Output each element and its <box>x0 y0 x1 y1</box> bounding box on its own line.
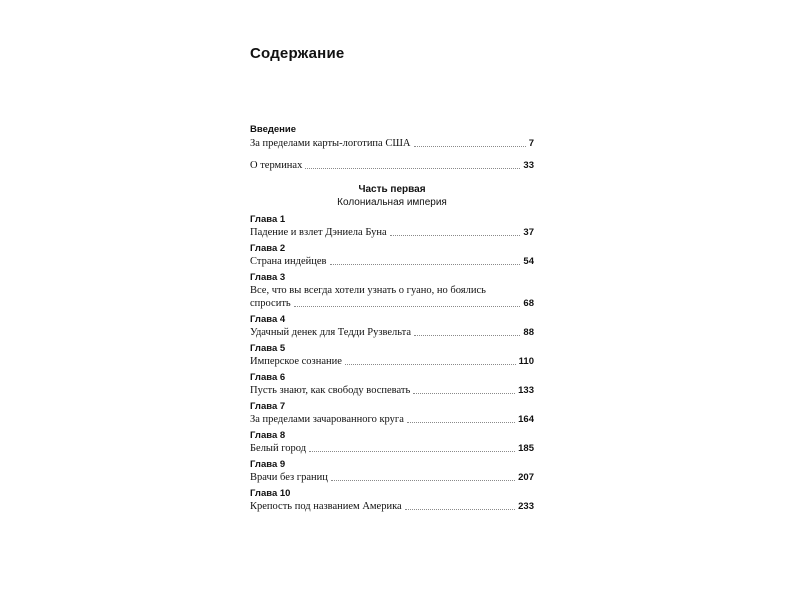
chapter-page: 88 <box>523 327 534 338</box>
chapter-label: Глава 8 <box>250 430 286 441</box>
chapter-page: 110 <box>518 356 534 367</box>
chapter-label: Глава 3 <box>250 272 286 283</box>
chapter-entry[interactable] <box>250 243 534 268</box>
part-title: Часть первая <box>358 184 426 195</box>
chapter-page: 207 <box>518 472 534 483</box>
toc-entry[interactable] <box>250 137 534 150</box>
chapter-title: Крепость под названием Америка <box>250 501 402 512</box>
chapter-label: Глава 6 <box>250 372 286 383</box>
chapter-entry[interactable] <box>250 459 534 484</box>
chapter-page: 164 <box>518 414 534 425</box>
dot-leader <box>414 335 520 336</box>
intro-section <box>250 124 534 181</box>
dot-leader <box>407 422 515 423</box>
part-subtitle: Колониальная империя <box>337 197 447 208</box>
chapter-label: Глава 9 <box>250 459 286 470</box>
dot-leader <box>345 364 516 365</box>
dot-leader <box>294 306 521 307</box>
chapter-title-line1: Все, что вы всегда хотели узнать о гуано, но боялись <box>250 285 486 296</box>
page-title: Содержание <box>250 45 345 62</box>
toc-entry-page: 33 <box>523 160 534 171</box>
chapter-title: Пусть знают, как свободу воспевать <box>250 385 411 396</box>
chapter-entry[interactable] <box>250 272 534 310</box>
chapter-entry[interactable] <box>250 372 534 397</box>
chapter-entry[interactable] <box>250 314 534 339</box>
chapter-entry[interactable] <box>250 488 534 513</box>
toc-entry-title: О терминах <box>250 160 303 171</box>
chapter-title: Удачный денек для Тедди Рузвельта <box>250 327 412 338</box>
chapter-entry[interactable] <box>250 343 534 368</box>
chapter-label: Глава 2 <box>250 243 286 254</box>
chapter-label: Глава 5 <box>250 343 286 354</box>
chapter-entry[interactable] <box>250 401 534 426</box>
chapter-title: Белый город <box>250 443 307 454</box>
dot-leader <box>309 451 515 452</box>
dot-leader <box>330 264 521 265</box>
chapter-page: 133 <box>518 385 534 396</box>
chapter-entry[interactable] <box>250 214 534 239</box>
dot-leader <box>413 393 515 394</box>
toc-entry-title: За пределами карты-логотипа США <box>250 138 411 149</box>
chapter-page: 54 <box>523 256 534 267</box>
chapter-title: Врачи без границ <box>250 472 328 483</box>
chapter-label: Глава 1 <box>250 214 286 225</box>
chapter-title: Имперское сознание <box>250 356 342 367</box>
chapter-label: Глава 10 <box>250 488 291 499</box>
chapter-label: Глава 7 <box>250 401 286 412</box>
chapter-label: Глава 4 <box>250 314 286 325</box>
chapter-title: Падение и взлет Дэниела Буна <box>250 227 387 238</box>
chapter-entry[interactable] <box>250 430 534 455</box>
dot-leader <box>414 146 526 147</box>
dot-leader <box>390 235 521 236</box>
chapter-page: 68 <box>523 298 534 309</box>
dot-leader <box>331 480 515 481</box>
chapter-page: 233 <box>518 501 534 512</box>
chapter-list <box>250 214 534 517</box>
toc-entry[interactable] <box>250 159 534 172</box>
dot-leader <box>405 509 515 510</box>
intro-label: Введение <box>250 124 297 135</box>
toc-entry-page: 7 <box>528 138 534 149</box>
chapter-title: спросить <box>250 298 291 309</box>
chapter-page: 185 <box>518 443 534 454</box>
chapter-title: За пределами зачарованного круга <box>250 414 404 425</box>
chapter-title: Страна индейцев <box>250 256 327 267</box>
part-heading <box>250 183 534 210</box>
dot-leader <box>305 168 520 169</box>
chapter-page: 37 <box>523 227 534 238</box>
